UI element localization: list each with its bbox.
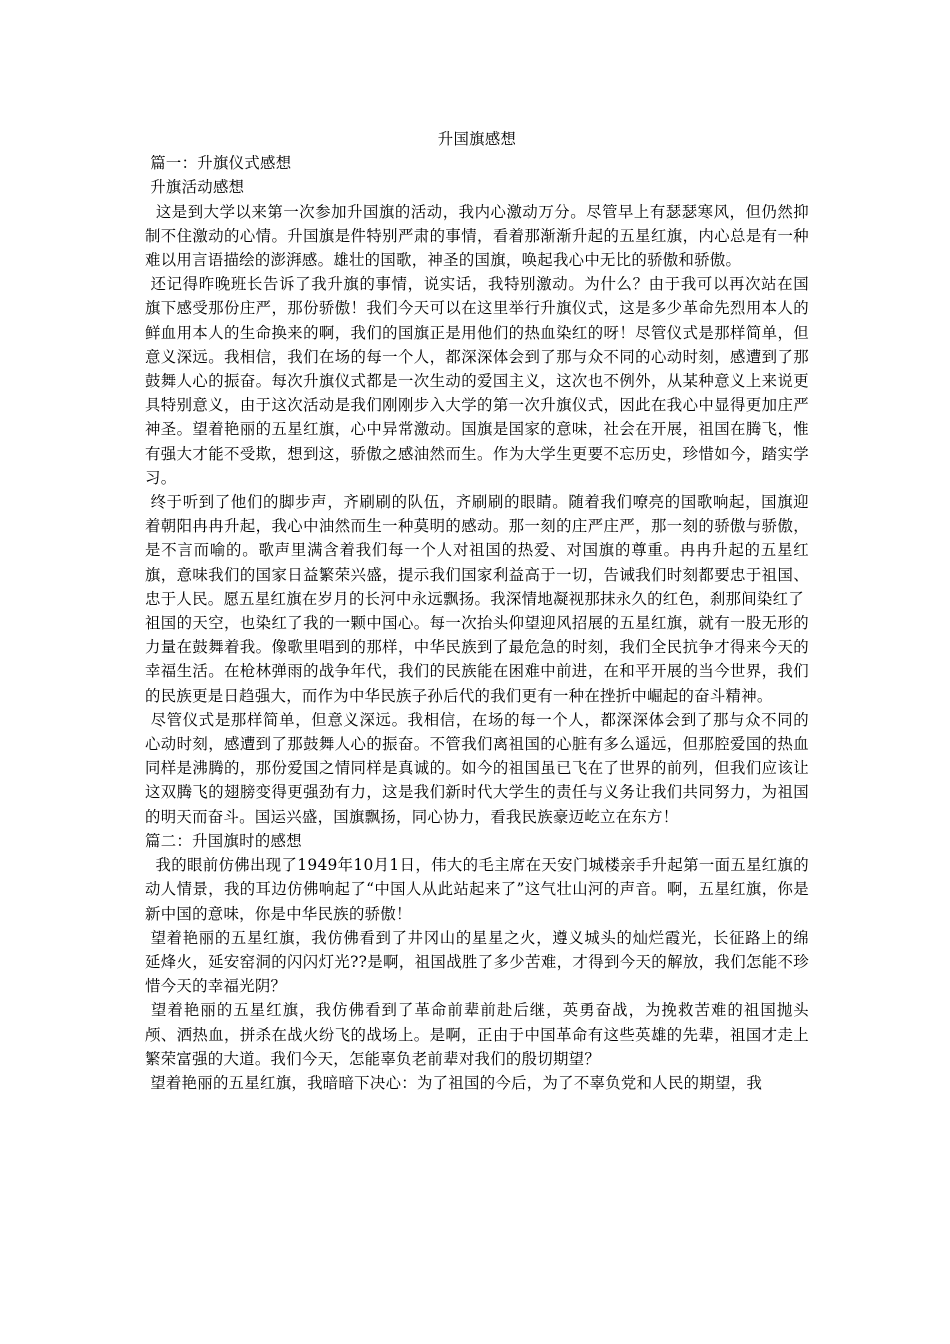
paragraph: 祖国的天空，也染红了我的一颗中国心。每一次抬头仰望迎风招展的五星红旗，就有一股无形的力量在鼓舞着我。像歌里唱到的那样，中华民族到了最危急的时刻，我们全民抗争才得来今天的幸福生活。在枪林弹雨的战争年代，我们的民族能在困难中前进，在和平开展的当今世界，我们的民族更是日趋强大，而作为中华民族子孙后代的我们更有一种在挫折中崛起的奋斗精神。 xyxy=(145,614,809,705)
paragraph: 终于听到了他们的脚步声，齐刷刷的队伍，齐刷刷的眼睛。随着我们嘹亮的国歌响起，国旗迎着朝阳冉冉升起，我心中油然而生一种莫明的感动。那一刻的庄严庄严，那一刻的骄傲与骄傲，是不言而喻的。歌声里满含着我们每一个人对祖国的热爱、对国旗的尊重。冉冉升起的五星红旗，意味我们的国家日益繁荣兴盛，提示我们国家利益高于一切，告诫我们时刻都要忠于祖国、忠于人民。愿五星红旗在岁月的长河中永远飘扬。我深情地凝视那抹永久的红色，刹那间染红了 xyxy=(145,493,809,608)
document-title: 升国旗感想 xyxy=(437,130,517,148)
document-content xyxy=(145,151,809,1095)
paragraph: 尽管仪式是那样简单，但意义深远。我相信，在场的每一个人，都深深体会到了那与众不同的心动时刻，感遭到了那鼓舞人心的振奋。不管我们离祖国的心脏有多么遥远，但那腔爱国的热血同样是沸腾的，那份爱国之情同样是真诚的。如今的祖国虽已飞在了世界的前列，但我们应该让这双腾飞的翅膀变得更强劲有力，这是我们新时代大学生的责任与义务让我们共同努力，为祖国的明天而奋斗。国运兴盛，国旗飘扬，同心协力，看我民族豪迈屹立在东方！ xyxy=(145,710,809,826)
paragraph: 这是到大学以来第一次参加升国旗的活动，我内心激动万分。尽管早上有瑟瑟寒风，但仍然抑制不住激动的心情。升国旗是件特别严肃的事情，看着那渐渐升起的五星红旗，内心总是有一种难以用言语描绘的澎湃感。雄壮的国歌，神圣的国旗，唤起我心中无比的骄傲和骄傲。 xyxy=(145,202,809,270)
paragraph: 还记得昨晚班长告诉了我升旗的事情，说实话，我特别激动。为什么？由于我可以再次站在国旗下感受那份庄严，那份骄傲！我们今天可以在这里举行升旗仪式，这是多少革命先烈用本人的鲜血用本人的生命换来的啊，我们的国旗正是用他们的热血染红的呀！尽管仪式是那样简单，但意义深远。我相信，我们在场的每一个人，都深深体会到了那与众不同的心动时刻，感遭到了那鼓舞人心的振奋。每次升旗仪式都是一次生动的爱国主义，这次也不例外，从某种意义上来说更具特别意义，由于这次活动是我们刚刚步入大学的第一次升旗仪式，因此在我心中显得更加庄严神圣。望着艳丽的五星红旗，心中异常激动。国旗是国家的意味，社会在开展，祖国在腾飞，惟有强大才能不受欺，想到这，骄傲之感油然而生。作为大学生更要不忘历史，珍惜如今，踏实学习。 xyxy=(145,275,809,487)
section-heading: 升旗活动感想 xyxy=(145,178,245,197)
paragraph: 我的眼前仿佛出现了1949年10月1日，伟大的毛主席在天安门城楼亲手升起第一面五星红旗的动人情景，我的耳边仿佛响起了“中国人从此站起来了”这气壮山河的声音。啊，五星红旗，你是新中国的意味，你是中华民族的骄傲！ xyxy=(145,856,810,923)
document-body xyxy=(145,127,809,1095)
paragraph: 望着艳丽的五星红旗，我仿佛看到了革命前辈前赴后继，英勇奋战，为挽救苦难的祖国抛头颅、洒热血，拼杀在战火纷飞的战场上。是啊，正由于中国革命有这些英雄的先辈，祖国才走上繁荣富强的大道。我们今天，怎能辜负老前辈对我们的殷切期望？ xyxy=(145,1001,809,1068)
section-heading: 篇一：升旗仪式感想 xyxy=(145,154,292,173)
paragraph: 望着艳丽的五星红旗，我暗暗下决心：为了祖国的今后，为了不辜负党和人民的期望，我 xyxy=(145,1073,763,1092)
section-heading: 篇二：升国旗时的感想 xyxy=(145,831,302,850)
paragraph: 望着艳丽的五星红旗，我仿佛看到了井冈山的星星之火，遵义城头的灿烂霞光，长征路上的绵延烽火，延安窑洞的闪闪灯光??是啊，祖国战胜了多少苦难，才得到今天的解放，我们怎能不珍惜今天的幸福光阴？ xyxy=(145,928,809,996)
